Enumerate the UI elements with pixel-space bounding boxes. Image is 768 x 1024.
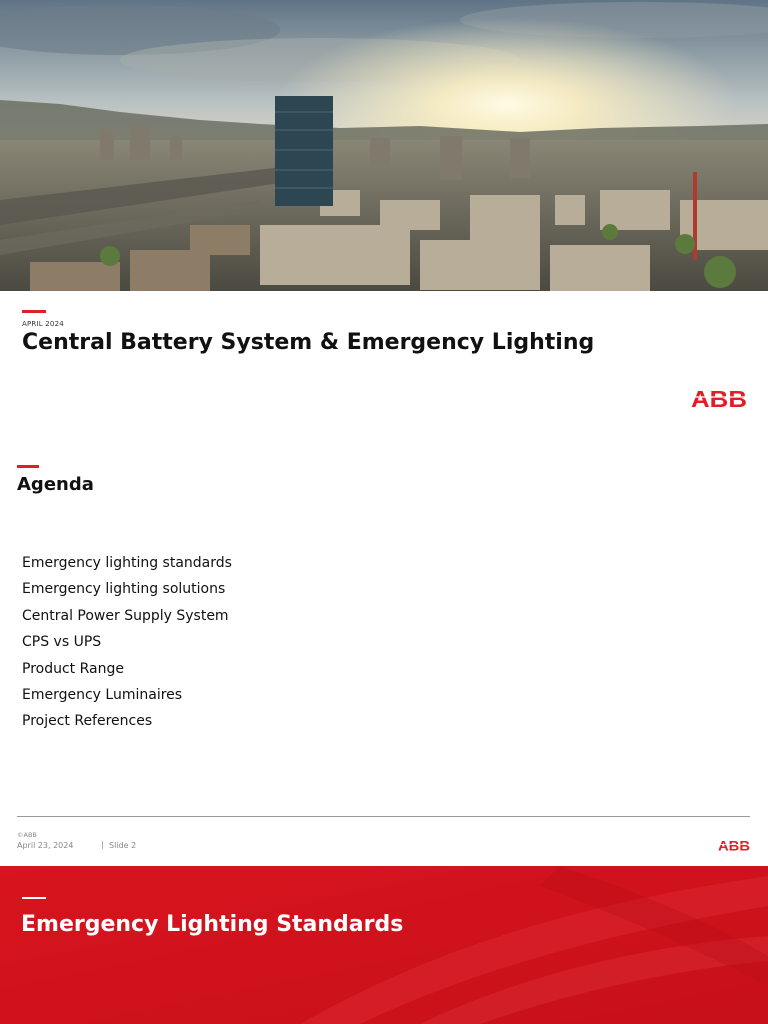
agenda-item: Emergency Luminaires xyxy=(22,687,183,704)
cover-title: Central Battery System & Emergency Lighting xyxy=(22,330,595,355)
agenda-title: Agenda xyxy=(17,474,94,495)
cover-slide xyxy=(0,0,768,438)
section-title: Emergency Lighting Standards xyxy=(21,912,404,937)
footer-separator: | xyxy=(101,840,104,849)
agenda-item: Project References xyxy=(22,713,153,730)
city-skyline-illustration xyxy=(0,0,768,291)
svg-text:ABB: ABB xyxy=(718,839,750,852)
footer-abb-logo xyxy=(718,837,750,856)
accent-dash xyxy=(22,310,46,313)
agenda-item: Emergency lighting standards xyxy=(22,555,232,571)
agenda-accent-dash xyxy=(17,465,39,468)
abb-logo-icon xyxy=(691,388,747,410)
city-skyline-photo xyxy=(0,0,768,291)
footer-divider xyxy=(17,816,750,817)
cover-date: APRIL 2024 xyxy=(22,320,64,328)
svg-text:ABB: ABB xyxy=(691,388,747,410)
section-background-pattern xyxy=(0,866,768,1024)
agenda-item: Emergency lighting solutions xyxy=(22,581,226,598)
footer-slide-number: Slide 2 xyxy=(109,841,137,850)
agenda-item: Central Power Supply System xyxy=(22,607,229,624)
agenda-list xyxy=(22,550,232,735)
footer-abb-logo-icon xyxy=(718,839,750,852)
footer-copyright: ©ABB xyxy=(17,831,37,839)
section-accent-dash xyxy=(22,897,46,899)
agenda-item: CPS vs UPS xyxy=(22,634,102,651)
footer-date: April 23, 2024 xyxy=(17,841,74,850)
abb-logo xyxy=(691,388,747,414)
section-slide xyxy=(0,866,768,1024)
agenda-item: Product Range xyxy=(22,660,124,677)
